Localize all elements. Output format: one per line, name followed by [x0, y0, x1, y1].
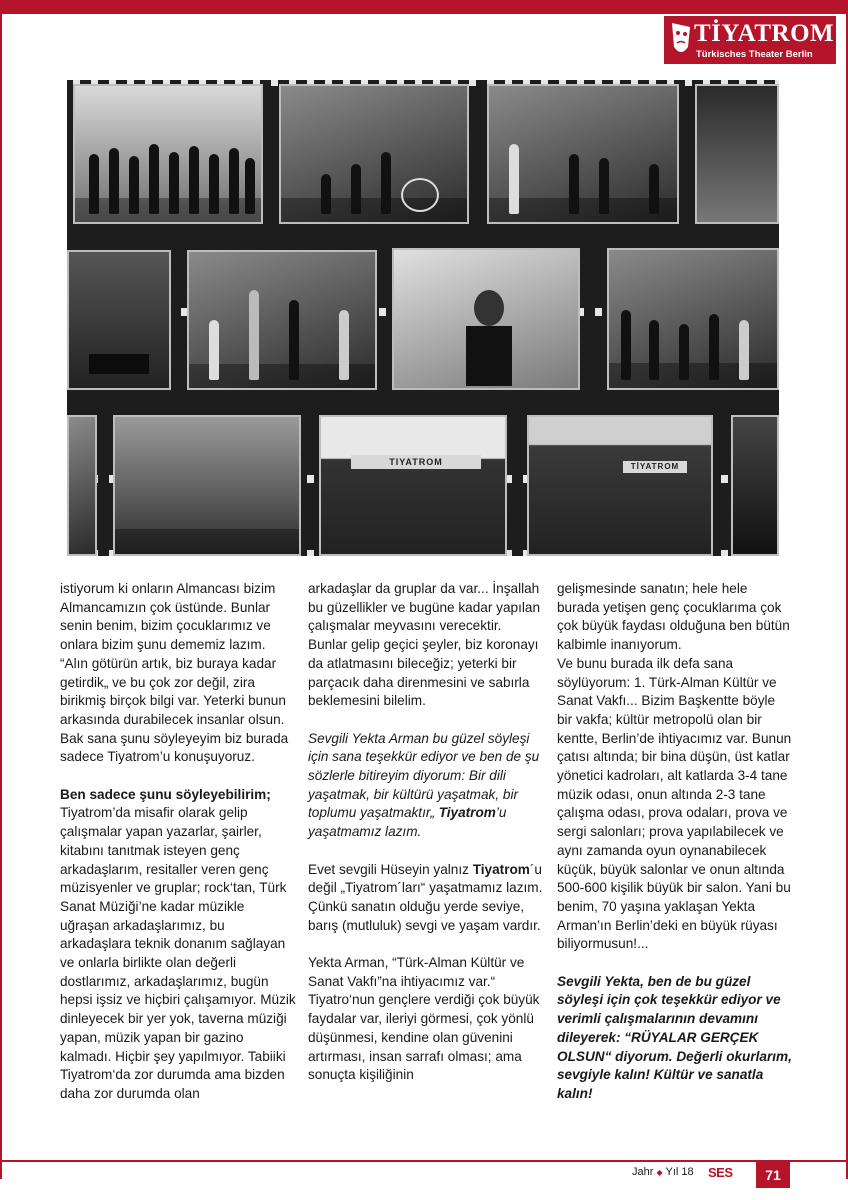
photo-ensemble-group [73, 84, 263, 224]
theater-mask-icon [670, 21, 692, 59]
bold-lead: Ben sadece şunu söyleyebilirim; [60, 786, 271, 802]
paragraph: Ve bunu burada ilk defa sana söylüyorum: 1. Türk-Alman Kültür ve Sanat Vakfı... Bizim Başkentte böyle bir vakfa; kültür metropolü olan bir kentte, Berlin’de ihtiyacımız var. Bunun çatısı altında; bir bina düşün, üst katlar yönetici kadroları, alt katlarda 3-4 tane müzik odası, onun altında 2-3 tane çalışma odası, prova odaları, prova ve sergi salonları; prova yapılabilecek ve aynı zamanda oyun oynanabilecek küçük, büyük salonlar ve onun altında 500-600 kişilik büyük bir salon. Yani bu benim, 70 yaşına yaklaşan Yekta Arman’ın Berlin’deki en büyük rüyası biliyormusun!... [557, 655, 792, 952]
paragraph [60, 786, 296, 1104]
page-number: 71 [756, 1162, 790, 1188]
magazine-logo: SES [708, 1165, 733, 1180]
logo-name: TİYATROM [694, 20, 835, 47]
paragraph: gelişmesinde sanatın; hele hele burada yetişen genç çocuklarıma çok çok büyük faydası olduğuna ben bütün kalbimle inanıyorum. [557, 581, 790, 653]
tiyatrom-logo [664, 16, 836, 64]
photo-fragment-left [67, 415, 97, 556]
left-border-rule [0, 14, 2, 1179]
building-sign: TIYATROM [351, 455, 481, 469]
entrance-sign: TİYATROM [623, 461, 687, 473]
photo-empty-auditorium [695, 84, 779, 224]
photo-building-entrance [527, 415, 713, 556]
text-column-1 [60, 580, 296, 1122]
film-strip-collage [67, 80, 779, 556]
photo-costumed-performers [187, 250, 377, 390]
closing-quote-paragraph: Sevgili Yekta Arman bu güzel söyleşi için sana teşekkür ediyor ve ben de şu sözlerle bitireyim diyorum: Bir dili yaşatmak, bir kültürü yaşatmak, bir toplumu yaşatmaktır„ Tiyatrom’u yaşatmamız lazım. [308, 730, 540, 840]
photo-fragment-right [731, 415, 779, 556]
photo-man-with-shadow-puppets [392, 248, 580, 390]
photo-piano-stage [67, 250, 171, 390]
logo-subtitle: Türkisches Theater Berlin [696, 49, 813, 60]
paragraph: arkadaşlar da gruplar da var... İnşallah bu güzellikler ve bugüne kadar yapılan çalışmalar meyvasını verecektir. Bunlar gelip geçici şeyler, biz koronayı da atlatmasını bileceğiz; yeterki bir parçacık daha direnmesini ve sabırla beklemesini bilelim. [308, 581, 541, 709]
photo-theater-cafe-interior [113, 415, 301, 556]
photo-group-on-stage [607, 248, 779, 390]
paragraph: Evet sevgili Hüseyin yalnız Tiyatrom´u değil „Tiyatrom´ları“ yaşatmamız lazım. Çünkü sanatın olduğu yerde seviye, barış (mutluluk) sevgi ve yaşam vardır. [308, 861, 543, 933]
paragraph-body: Tiyatrom’da misafir olarak gelip çalışmalar yapan yazarlar, şairler, kitabını tanıtmak isteyen genç arkadaşlarım, resitaller veren genç müzisyenler ve gruplar; rock‘tan, Türk Sanat Müziği’ne kadar müzikle uğraşan arkadaşlarımız, bu arkadaşlara teknik donanım sağlayan ve onlarla birlikte olan değerli dostlarımız, arkadaşlarımız, bugün hepsi işsiz ve hiçbiri çalışamıyor. Müzik dinleyecek bir yer yok, taverna müziği yapan, müzik yapan bir gazino kalmadı. Hiçbir şey yapılmıyor. Tabiiki Tiyatrom‘da zor durumda ama bizden daha zor durumda olan [60, 805, 296, 1101]
text-column-3 [557, 580, 793, 1122]
footer-yil: Yıl 18 [665, 1166, 694, 1178]
footer-separator-icon: ◆ [656, 1168, 663, 1177]
closing-wishes-paragraph: Sevgili Yekta, ben de bu güzel söyleşi için çok teşekkür ediyor ve verimli çalışmalarının devamını dileyerek: “RÜYALAR GERÇEK OLSUN“ diyorum. Değerli okurlarım, sevgiyle kalın! Kültür ve sanatla kalın! [557, 973, 792, 1101]
photo-karagoz-puppets-stage [487, 84, 679, 224]
bottom-border-rule [0, 1160, 848, 1162]
page-footer [632, 1165, 733, 1180]
paragraph: Yekta Arman, “Türk-Alman Kültür ve Sanat Vakfı”na ihtiyacımız var.“ Tiyatro‘nun gençlere verdiği çok büyük faydalar var, ileriyi görmesi, çok yönlü düşünmesi, kendine olan güvenini artırması, insan sarrafı olması; ama sonuçta kişiliğinin [308, 955, 540, 1083]
text-column-2 [308, 580, 544, 1104]
photo-stage-drum-scene [279, 84, 469, 224]
photo-building-exterior-front [319, 415, 507, 556]
top-accent-bar [0, 0, 848, 14]
paragraph: istiyorum ki onların Almancası bizim Almancamızın çok üstünde. Bunlar senin benim, bizim çocuklarımız ve onlara bizim şunu dememiz lazım. “Alın götürün artık, biz buraya kadar getirdik„ ve bu çok zor değil, zira birikmiş birçok bilgi var. Yeterki bunun arkasında durabilecek insanlar olsun. Bak sana şunu söyleyeyim biz burada sadece Tiyatrom’u konuşuyoruz. [60, 581, 289, 765]
footer-jahr: Jahr [632, 1166, 654, 1178]
